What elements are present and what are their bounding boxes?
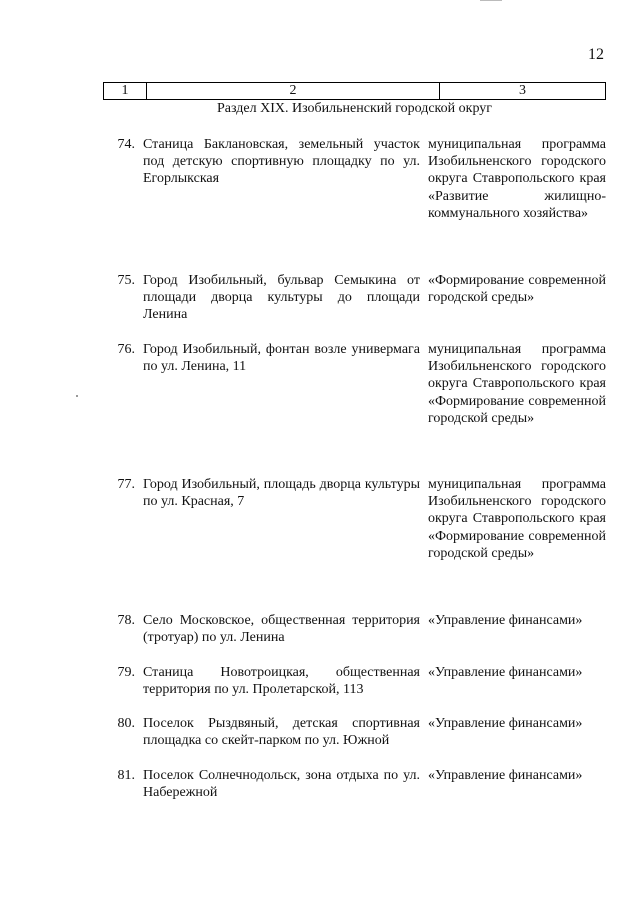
- row-number: 80.: [117, 716, 135, 731]
- row-location: Станица Новотроицкая, общественная территория по ул. Пролетарской, 113: [143, 665, 420, 698]
- row-number: 76.: [117, 342, 135, 357]
- scan-speck: [76, 395, 78, 397]
- table-row: [103, 715, 606, 749]
- row-number: 77.: [117, 477, 135, 492]
- row-program: «Управление финансами»: [428, 768, 583, 783]
- row-location: Станица Баклановская, земельный участок под детскую спортивную площадку по ул. Егорлыкская: [143, 137, 420, 187]
- row-program: «Управление финансами»: [428, 716, 583, 731]
- column-number-2: 2: [147, 83, 440, 99]
- row-location: Город Изобильный, площадь дворца культуры по ул. Красная, 7: [143, 477, 420, 510]
- row-location: Город Изобильный, фонтан возле универмага по ул. Ленина, 11: [143, 342, 420, 375]
- row-location: Город Изобильный, бульвар Семыкина от площади дворца культуры до площади Ленина: [143, 273, 420, 323]
- row-location: Поселок Рыздвяный, детская спортивная площадка со скейт-парком по ул. Южной: [143, 716, 420, 749]
- row-location: Поселок Солнечнодольск, зона отдыха по ул. Набережной: [143, 768, 420, 801]
- row-program: «Управление финансами»: [428, 665, 583, 680]
- table-row: [103, 272, 606, 324]
- table-row: [103, 136, 606, 222]
- row-number: 78.: [117, 613, 135, 628]
- row-program: муниципальная программа Изобильненского городского округа Ставропольского края «Развитие жилищно-коммунального хозяйства»: [428, 137, 606, 221]
- row-number: 75.: [117, 273, 135, 288]
- row-number: 81.: [117, 768, 135, 783]
- row-number: 79.: [117, 665, 135, 680]
- table-column-header: [103, 82, 606, 100]
- table-row: [103, 612, 606, 646]
- scan-mark: [480, 0, 502, 3]
- column-number-3: 3: [519, 83, 526, 98]
- table-row: [103, 341, 606, 427]
- row-number: 74.: [117, 137, 135, 152]
- row-program: «Формирование современной городской среды»: [428, 273, 606, 306]
- table-row: [103, 767, 606, 801]
- column-number-1: 1: [104, 83, 147, 99]
- section-title: Раздел XIX. Изобильненский городской округ: [217, 101, 492, 116]
- page-number: 12: [588, 46, 604, 63]
- table-row: [103, 664, 606, 698]
- table-row: [103, 476, 606, 562]
- row-program: муниципальная программа Изобильненского городского округа Ставропольского края «Формирование современной городской среды»: [428, 477, 606, 561]
- row-program: «Управление финансами»: [428, 613, 583, 628]
- row-location: Село Московское, общественная территория (тротуар) по ул. Ленина: [143, 613, 420, 646]
- row-program: муниципальная программа Изобильненского городского округа Ставропольского края «Формирование современной городской среды»: [428, 342, 606, 426]
